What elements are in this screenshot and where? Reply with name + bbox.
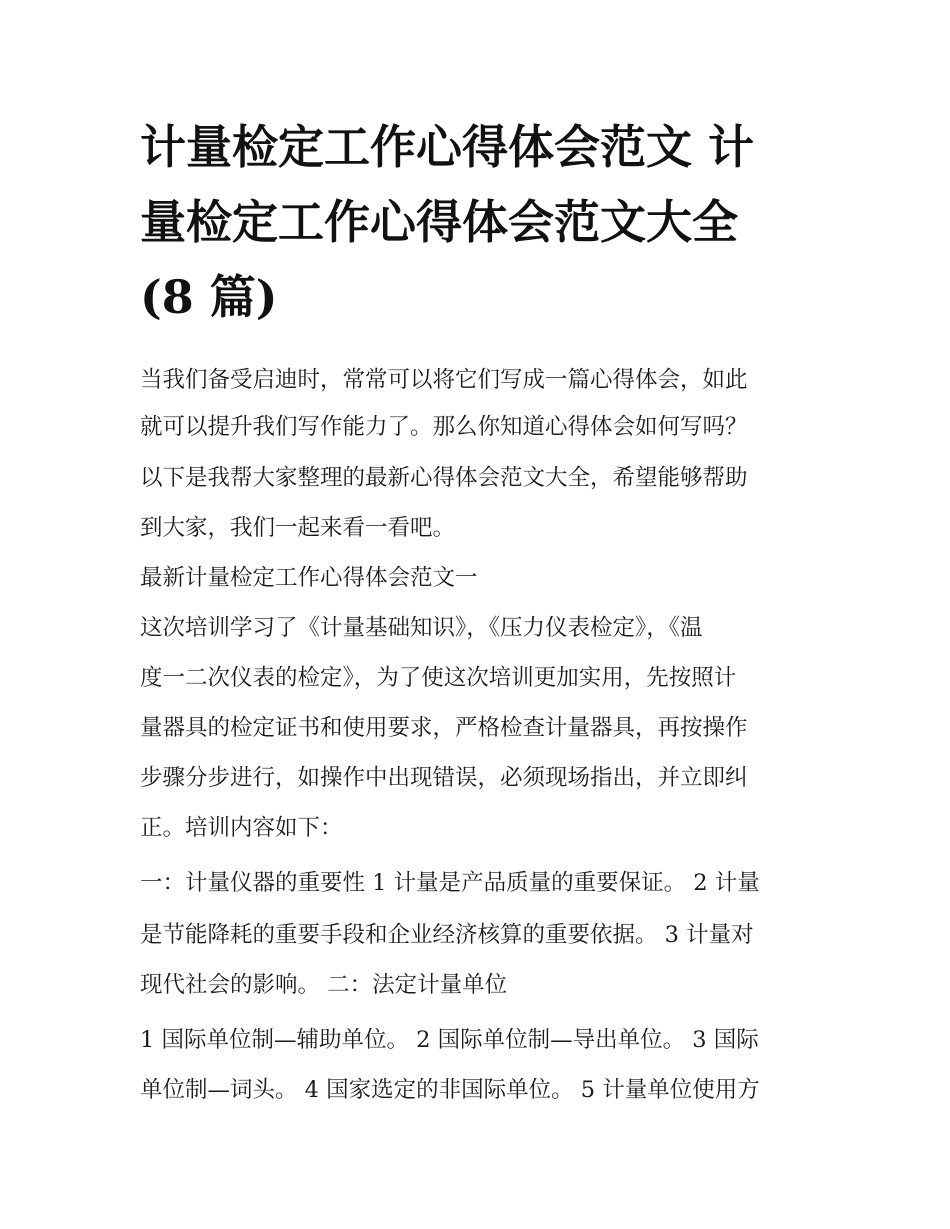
body-line: 正。培训内容如下： — [140, 815, 343, 841]
body-line: 步骤分步进行，如操作中出现错误，必须现场指出，并立即纠 — [140, 765, 748, 791]
title-line-2: 量检定工作心得体会范文大全 — [140, 195, 738, 249]
body-line: 1 国际单位制—辅助单位。 2 国际单位制—导出单位。 3 国际 — [140, 1027, 759, 1053]
document-title — [140, 110, 820, 335]
body-line: 以下是我帮大家整理的最新心得体会范文大全，希望能够帮助 — [140, 465, 748, 491]
body-line: 是节能降耗的重要手段和企业经济核算的重要依据。 3 计量对 — [140, 922, 754, 948]
body-line: 当我们备受启迪时，常常可以将它们写成一篇心得体会，如此 — [140, 367, 748, 393]
title-line-1: 计量检定工作心得体会范文 计 — [140, 120, 755, 174]
body-line: 就可以提升我们写作能力了。那么你知道心得体会如何写吗？ — [140, 414, 748, 440]
body-line: 到大家，我们一起来看一看吧。 — [140, 515, 456, 541]
title-line-3: (8 篇) — [140, 270, 278, 324]
body-line: 度一二次仪表的检定》，为了使这次培训更加实用，先按照计 — [140, 665, 737, 691]
body-line: 量器具的检定证书和使用要求，严格检查计量器具，再按操作 — [140, 715, 748, 741]
body-line: 这次培训学习了《计量基础知识》，《压力仪表检定》，《温 — [140, 615, 703, 641]
body-line: 一：计量仪器的重要性 1 计量是产品质量的重要保证。 2 计量 — [140, 870, 760, 896]
body-line: 现代社会的影响。 二：法定计量单位 — [140, 972, 508, 998]
body-line: 单位制—词头。 4 国家选定的非国际单位。 5 计量单位使用方 — [140, 1077, 760, 1103]
section-heading: 最新计量检定工作心得体会范文一 — [140, 565, 478, 591]
